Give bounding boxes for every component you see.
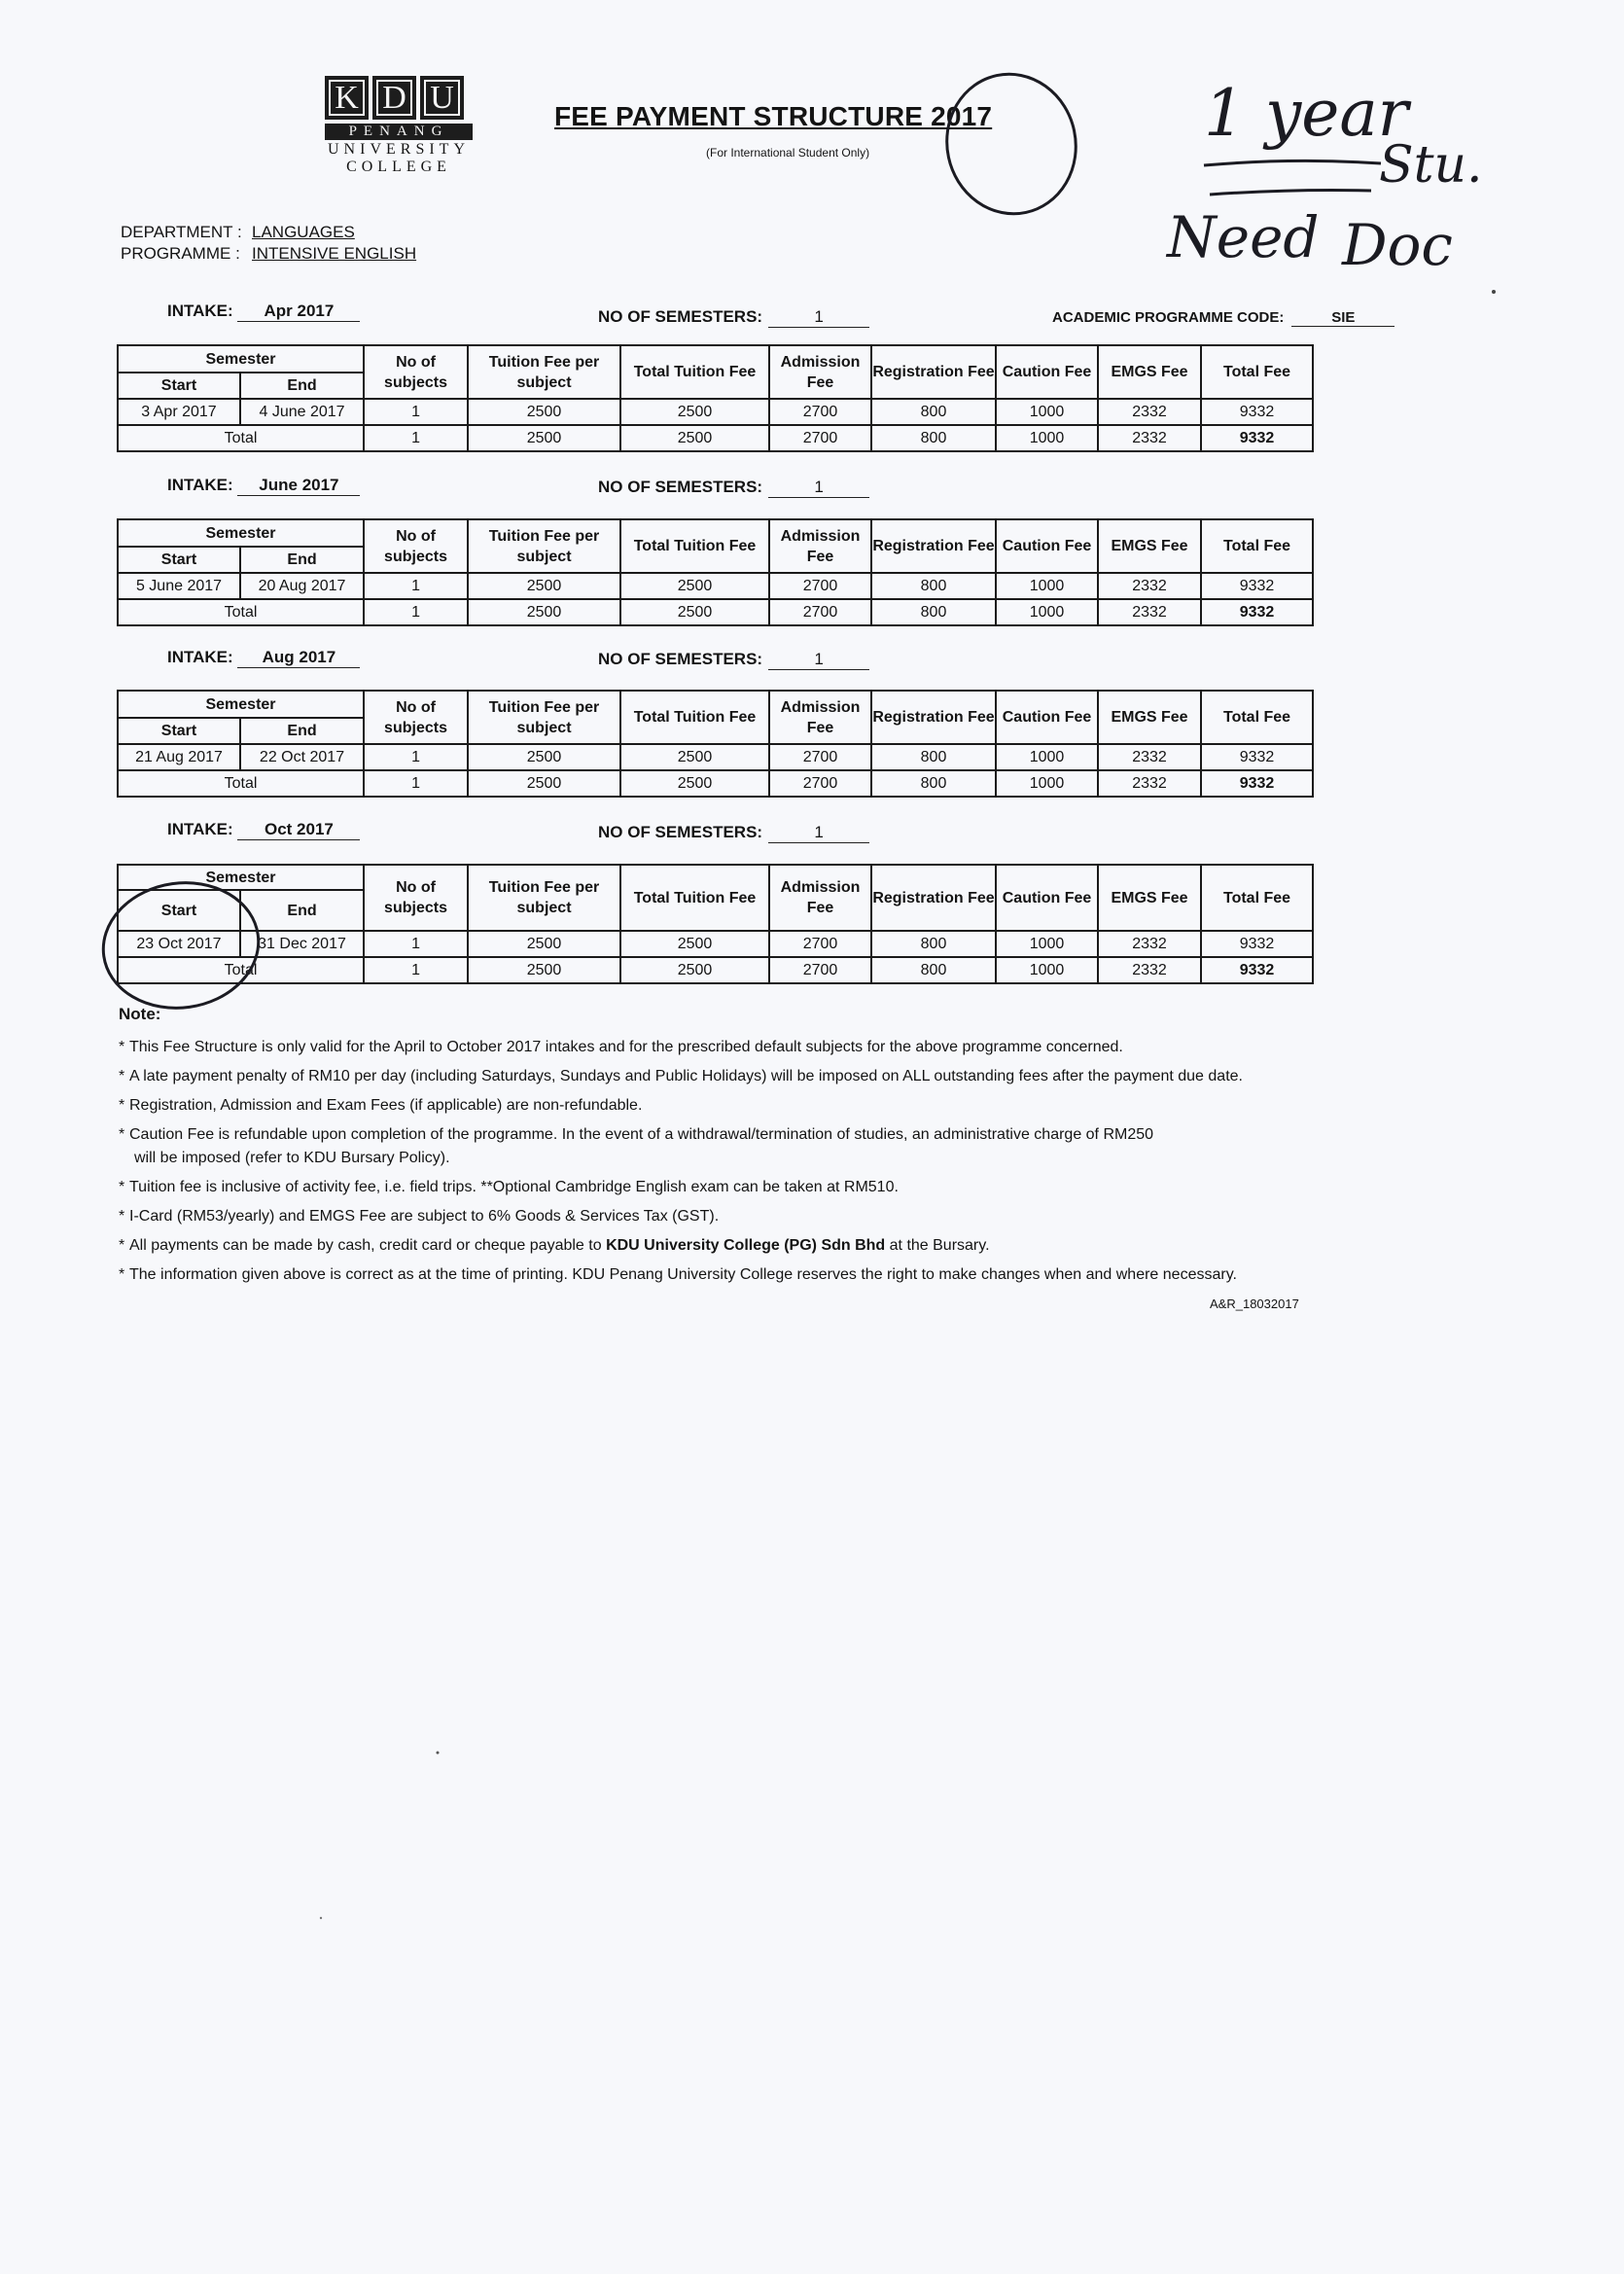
emgs-cell: 2332	[1098, 931, 1201, 957]
tuition-per-subject-cell: 2500	[468, 931, 620, 957]
kdu-logo	[325, 76, 473, 191]
total-label: Total	[118, 425, 364, 451]
semesters-label: NO OF SEMESTERS:	[598, 307, 763, 326]
emgs-cell: 2332	[1098, 770, 1201, 797]
tuition-per-subject-cell: 2500	[468, 573, 620, 599]
total-fee-header: Total Fee	[1201, 345, 1313, 399]
fee-table-june	[117, 518, 1314, 626]
semesters-label: NO OF SEMESTERS:	[598, 650, 763, 668]
total-tuition-header: Total Tuition Fee	[620, 691, 769, 744]
total-label: Total	[118, 599, 364, 625]
paper-speck	[320, 1917, 322, 1919]
registration-header: Registration Fee	[871, 345, 996, 399]
total-tuition-header: Total Tuition Fee	[620, 519, 769, 573]
registration-header: Registration Fee	[871, 691, 996, 744]
subjects-cell: 1	[364, 599, 468, 625]
registration-cell: 800	[871, 957, 996, 983]
end-cell: 31 Dec 2017	[240, 931, 364, 957]
admission-cell: 2700	[769, 399, 871, 425]
fee-table-apr	[117, 344, 1314, 452]
caution-cell: 1000	[996, 744, 1098, 770]
note-item: * This Fee Structure is only valid for the April to October 2017 intakes and for the prescribed default subjects for the above programme concerned.	[119, 1037, 1383, 1066]
total-row	[118, 957, 1313, 983]
emgs-header: EMGS Fee	[1098, 691, 1201, 744]
registration-cell: 800	[871, 425, 996, 451]
table-row	[118, 931, 1313, 957]
start-cell: 21 Aug 2017	[118, 744, 240, 770]
payee-name: KDU University College (PG) Sdn Bhd	[606, 1237, 886, 1254]
intake-label: INTAKE:	[167, 476, 233, 494]
semesters-line-3	[598, 650, 869, 670]
end-header: End	[240, 890, 364, 931]
semesters-line-1	[598, 307, 869, 328]
start-cell: 5 June 2017	[118, 573, 240, 599]
department-label: DEPARTMENT	[121, 223, 233, 241]
admission-header: Admission Fee	[769, 691, 871, 744]
subjects-header: No of subjects	[364, 865, 468, 931]
registration-cell: 800	[871, 744, 996, 770]
subjects-cell: 1	[364, 931, 468, 957]
department-value: LANGUAGES	[252, 223, 355, 241]
caution-cell: 1000	[996, 599, 1098, 625]
total-tuition-cell: 2500	[620, 573, 769, 599]
intake-line-2	[167, 476, 360, 496]
registration-cell: 800	[871, 573, 996, 599]
total-fee-header: Total Fee	[1201, 519, 1313, 573]
subjects-cell: 1	[364, 744, 468, 770]
emgs-cell: 2332	[1098, 957, 1201, 983]
programme-line: PROGRAMME : INTENSIVE ENGLISH	[121, 244, 417, 263]
end-cell: 22 Oct 2017	[240, 744, 364, 770]
total-tuition-cell: 2500	[620, 425, 769, 451]
note-item-continued: will be imposed (refer to KDU Bursary Policy).	[134, 1150, 450, 1166]
semesters-value: 1	[768, 823, 869, 843]
total-tuition-cell: 2500	[620, 744, 769, 770]
semesters-value: 1	[768, 307, 869, 328]
intake-value: Oct 2017	[237, 820, 360, 840]
paper-speck	[437, 1752, 440, 1755]
admission-header: Admission Fee	[769, 519, 871, 573]
emgs-cell: 2332	[1098, 573, 1201, 599]
tuition-per-subject-cell: 2500	[468, 399, 620, 425]
intake-line-4	[167, 820, 360, 840]
subjects-cell: 1	[364, 957, 468, 983]
registration-cell: 800	[871, 931, 996, 957]
end-cell: 20 Aug 2017	[240, 573, 364, 599]
semester-header: Semester	[118, 519, 364, 547]
registration-header: Registration Fee	[871, 519, 996, 573]
fee-table-aug	[117, 690, 1314, 798]
handwritten-stu: Stu.	[1379, 136, 1483, 195]
logo-line-1: UNIVERSITY	[328, 141, 470, 158]
emgs-cell: 2332	[1098, 599, 1201, 625]
programme-code-value: SIE	[1291, 309, 1395, 327]
handwritten-year: 1 year	[1204, 76, 1409, 151]
caution-header: Caution Fee	[996, 519, 1098, 573]
paper-speck	[1492, 290, 1496, 294]
total-tuition-cell: 2500	[620, 599, 769, 625]
semesters-label: NO OF SEMESTERS:	[598, 478, 763, 496]
subjects-header: No of subjects	[364, 519, 468, 573]
caution-cell: 1000	[996, 957, 1098, 983]
tuition-per-subject-cell: 2500	[468, 744, 620, 770]
intake-label: INTAKE:	[167, 648, 233, 666]
subjects-header: No of subjects	[364, 691, 468, 744]
total-fee-cell: 9332	[1201, 744, 1313, 770]
start-header: Start	[118, 547, 240, 573]
pen-circle-title-year	[934, 62, 1088, 226]
admission-cell: 2700	[769, 770, 871, 797]
semesters-value: 1	[768, 478, 869, 498]
registration-cell: 800	[871, 599, 996, 625]
admission-header: Admission Fee	[769, 345, 871, 399]
subjects-header: No of subjects	[364, 345, 468, 399]
registration-header: Registration Fee	[871, 865, 996, 931]
handwritten-doc: Doc	[1342, 212, 1453, 278]
total-tuition-cell: 2500	[620, 399, 769, 425]
note-item: * A late payment penalty of RM10 per day (including Saturdays, Sundays and Public Holidays) will be imposed on ALL outstanding fees after the payment due date.	[119, 1066, 1383, 1095]
intake-label: INTAKE:	[167, 820, 233, 838]
emgs-cell: 2332	[1098, 744, 1201, 770]
end-header: End	[240, 373, 364, 399]
semester-header: Semester	[118, 345, 364, 373]
page-subtitle: (For International Student Only)	[706, 146, 870, 160]
fee-table-oct	[117, 864, 1314, 984]
total-fee-cell: 9332	[1201, 957, 1313, 983]
start-header: Start	[118, 718, 240, 744]
semesters-line-2	[598, 478, 869, 498]
semester-header: Semester	[118, 865, 364, 890]
tuition-per-subject-cell: 2500	[468, 599, 620, 625]
registration-cell: 800	[871, 399, 996, 425]
programme-label: PROGRAMME	[121, 244, 231, 263]
total-tuition-header: Total Tuition Fee	[620, 345, 769, 399]
caution-header: Caution Fee	[996, 865, 1098, 931]
start-cell: 3 Apr 2017	[118, 399, 240, 425]
document-reference: A&R_18032017	[1210, 1297, 1299, 1311]
emgs-header: EMGS Fee	[1098, 519, 1201, 573]
start-header: Start	[118, 373, 240, 399]
total-fee-cell: 9332	[1201, 931, 1313, 957]
tuition-per-subject-header: Tuition Fee per subject	[468, 691, 620, 744]
semesters-line-4	[598, 823, 869, 843]
total-label: Total	[118, 770, 364, 797]
emgs-cell: 2332	[1098, 399, 1201, 425]
semester-header: Semester	[118, 691, 364, 718]
page-title: FEE PAYMENT STRUCTURE 2017	[554, 101, 993, 131]
tuition-per-subject-header: Tuition Fee per subject	[468, 519, 620, 573]
intake-value: Aug 2017	[237, 648, 360, 668]
end-header: End	[240, 547, 364, 573]
total-fee-cell: 9332	[1201, 425, 1313, 451]
total-row	[118, 599, 1313, 625]
programme-code-line	[1052, 309, 1395, 327]
total-row	[118, 425, 1313, 451]
intake-value: June 2017	[237, 476, 360, 496]
payee-suffix: at the Bursary.	[889, 1237, 990, 1254]
total-tuition-cell: 2500	[620, 770, 769, 797]
total-fee-cell: 9332	[1201, 770, 1313, 797]
caution-header: Caution Fee	[996, 345, 1098, 399]
logo-letter-u: U	[420, 76, 464, 120]
intake-label: INTAKE:	[167, 302, 233, 320]
logo-letter-k: K	[325, 76, 369, 120]
table-row	[118, 573, 1313, 599]
total-tuition-cell: 2500	[620, 931, 769, 957]
admission-cell: 2700	[769, 931, 871, 957]
tuition-per-subject-cell: 2500	[468, 425, 620, 451]
emgs-header: EMGS Fee	[1098, 865, 1201, 931]
table-row	[118, 744, 1313, 770]
admission-cell: 2700	[769, 425, 871, 451]
subjects-cell: 1	[364, 573, 468, 599]
end-cell: 4 June 2017	[240, 399, 364, 425]
note-item: * I-Card (RM53/yearly) and EMGS Fee are subject to 6% Goods & Services Tax (GST).	[119, 1206, 1383, 1235]
total-fee-cell: 9332	[1201, 599, 1313, 625]
subjects-cell: 1	[364, 399, 468, 425]
total-tuition-cell: 2500	[620, 957, 769, 983]
start-header: Start	[118, 890, 240, 931]
total-fee-header: Total Fee	[1201, 865, 1313, 931]
total-fee-cell: 9332	[1201, 573, 1313, 599]
caution-cell: 1000	[996, 573, 1098, 599]
caution-cell: 1000	[996, 931, 1098, 957]
subjects-cell: 1	[364, 425, 468, 451]
note-item: * Registration, Admission and Exam Fees (if applicable) are non-refundable.	[119, 1095, 1383, 1124]
emgs-cell: 2332	[1098, 425, 1201, 451]
total-row	[118, 770, 1313, 797]
caution-cell: 1000	[996, 425, 1098, 451]
admission-cell: 2700	[769, 573, 871, 599]
note-item-payment	[119, 1235, 1383, 1264]
note-item: * Tuition fee is inclusive of activity fee, i.e. field trips. **Optional Cambridge English exam can be taken at RM510.	[119, 1177, 1383, 1206]
intake-line-1	[167, 302, 360, 322]
total-fee-cell: 9332	[1201, 399, 1313, 425]
payment-note-text: All payments can be made by cash, credit card or cheque payable to	[129, 1237, 602, 1254]
notes-list	[119, 1037, 1383, 1294]
note-item: * The information given above is correct as at the time of printing. KDU Penang University College reserves the right to make changes when and where necessary.	[119, 1264, 1383, 1294]
note-heading: Note:	[119, 1005, 161, 1023]
tuition-per-subject-cell: 2500	[468, 770, 620, 797]
total-label: Total	[118, 957, 364, 983]
note-item: * Caution Fee is refundable upon completion of the programme. In the event of a withdrawal/termination of studies, an administrative charge of RM250	[119, 1124, 1383, 1148]
handwritten-need: Need	[1167, 204, 1320, 270]
registration-cell: 800	[871, 770, 996, 797]
pen-underline-year	[1204, 160, 1381, 165]
total-tuition-header: Total Tuition Fee	[620, 865, 769, 931]
programme-value: INTENSIVE ENGLISH	[252, 244, 417, 263]
department-line: DEPARTMENT : LANGUAGES	[121, 223, 355, 241]
admission-header: Admission Fee	[769, 865, 871, 931]
admission-cell: 2700	[769, 957, 871, 983]
end-header: End	[240, 718, 364, 744]
semesters-value: 1	[768, 650, 869, 670]
emgs-header: EMGS Fee	[1098, 345, 1201, 399]
start-cell: 23 Oct 2017	[118, 931, 240, 957]
caution-cell: 1000	[996, 770, 1098, 797]
caution-cell: 1000	[996, 399, 1098, 425]
logo-city: PENANG	[325, 124, 473, 140]
intake-line-3	[167, 648, 360, 668]
logo-letter-d: D	[372, 76, 416, 120]
tuition-per-subject-cell: 2500	[468, 957, 620, 983]
programme-code-label: ACADEMIC PROGRAMME CODE:	[1052, 309, 1285, 326]
tuition-per-subject-header: Tuition Fee per subject	[468, 345, 620, 399]
admission-cell: 2700	[769, 744, 871, 770]
admission-cell: 2700	[769, 599, 871, 625]
subjects-cell: 1	[364, 770, 468, 797]
caution-header: Caution Fee	[996, 691, 1098, 744]
pen-underline-year-2	[1210, 191, 1371, 195]
table-row	[118, 399, 1313, 425]
intake-value: Apr 2017	[237, 302, 360, 322]
total-fee-header: Total Fee	[1201, 691, 1313, 744]
semesters-label: NO OF SEMESTERS:	[598, 823, 763, 841]
logo-line-2: COLLEGE	[346, 159, 451, 175]
tuition-per-subject-header: Tuition Fee per subject	[468, 865, 620, 931]
